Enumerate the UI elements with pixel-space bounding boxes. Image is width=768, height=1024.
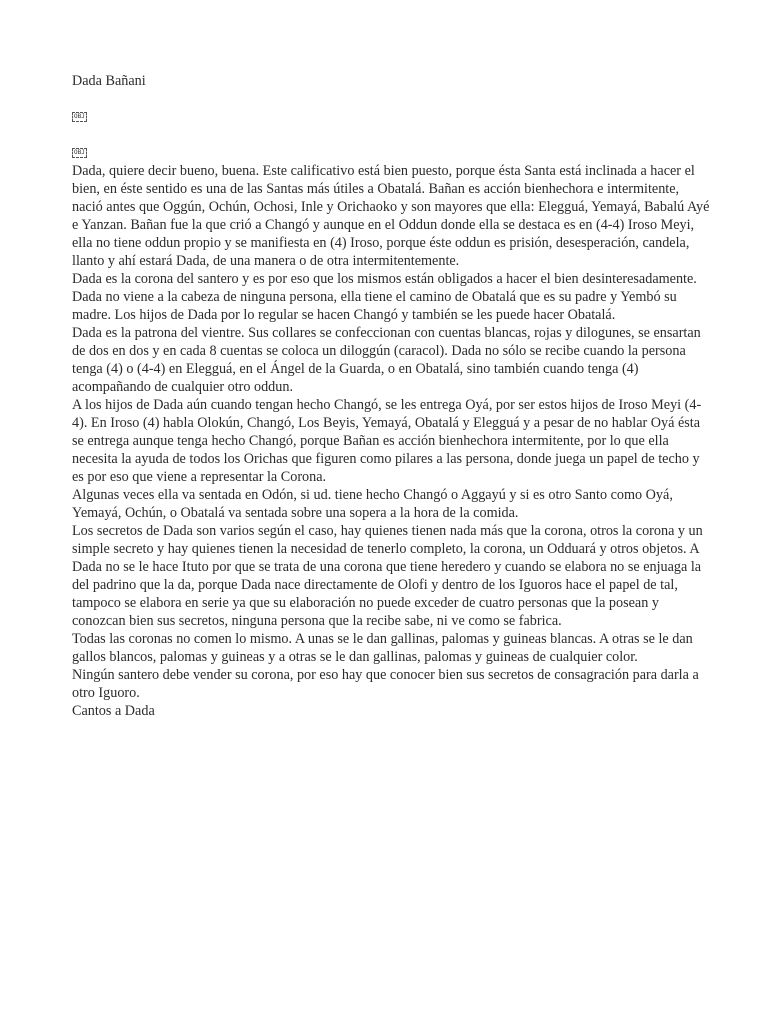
paragraph: A los hijos de Dada aún cuando tengan hecho Changó, se les entrega Oyá, por ser estos hijos de Iroso Meyi (4-4). En Iroso (4) habla Olokún, Changó, Los Beyis, Yemayá, Obatalá y Elegguá y a pesar de no hablar Oyá ésta se entrega aunque tenga hecho Changó, porque Bañan es acción bienhechora intermitente, por lo que ella necesita la ayuda de todos los Orichas que figuren como pilares a las persona, donde juega un papel de techo y es por eso que viene a representar la Corona. [72, 397, 702, 485]
paragraph: Los secretos de Dada son varios según el caso, hay quienes tienen nada más que la corona, otros la corona y un simple secreto y hay quienes tienen la necesidad de tenerlo completo, la corona, un Odduará y otros objetos. A Dada no se le hace Ituto por que se trata de una corona que tiene heredero y cuando se elabora no se enjuaga la del padrino que la da, porque Dada nace directamente de Olofi y dentro de los Iguoros hace el papel de tal, tampoco se elabora en serie ya que su elaboración no puede exceder de cuatro personas que la posean y conozcan bien sus secretos, ninguna persona que la recibe sabe, ni ve como se fabrica. [72, 523, 703, 629]
paragraph: Dada es la patrona del vientre. Sus collares se confeccionan con cuentas blancas, rojas y dilogunes, se ensartan de dos en dos y en cada 8 cuentas se coloca un diloggún (caracol). Dada no sólo se recibe cuando la persona tenga (4) o (4-4) en Elegguá, en el Ángel de la Guarda, o en Obatalá, sino también cuando tenga (4) acompañando de cualquier otro oddun. [72, 325, 701, 395]
paragraph: Algunas veces ella va sentada en Odón, si ud. tiene hecho Changó o Aggayú y si es otro Santo como Oyá, Yemayá, Ochún, o Obatalá va sentada sobre una sopera a la hora de la comida. [72, 487, 673, 521]
section-heading: Cantos a Dada [72, 703, 155, 719]
object-placeholder-icon: OBJ [74, 113, 85, 120]
object-placeholder-icon: OBJ [74, 149, 85, 156]
embedded-object-row [72, 144, 712, 162]
paragraph: Dada, quiere decir bueno, buena. Este calificativo está bien puesto, porque ésta Santa está inclinada a hacer el bien, en éste sentido es una de las Santas más útiles a Obatalá. Bañan es acción bienhechora e intermitente, nació antes que Oggún, Ochún, Ochosi, Inle y Orichaoko y son mayores que ella: Elegguá, Yemayá, Babalú Ayé e Yanzan. Bañan fue la que crió a Changó y aunque en el Oddun donde ella se destaca es en (4-4) Iroso Meyi, ella no tiene oddun propio y se manifiesta en (4) Iroso, porque éste oddun es prisión, desesperación, candela, llanto y ahí estará Dada, de una manera o de otra intermitentemente. [72, 163, 710, 269]
paragraph: Todas las coronas no comen lo mismo. A unas se le dan gallinas, palomas y guineas blancas. A otras se le dan gallos blancos, palomas y guineas y a otras se le dan gallinas, palomas y guineas de cualquier color. [72, 631, 693, 665]
document-page [72, 72, 712, 720]
document-title: Dada Bañani [72, 73, 146, 89]
paragraph: Dada es la corona del santero y es por eso que los mismos están obligados a hacer el bien desinteresadamente. Dada no viene a la cabeza de ninguna persona, ella tiene el camino de Obatalá que es su padre y Yembó su madre. Los hijos de Dada por lo regular se hacen Changó y también se les puede hacer Obatalá. [72, 271, 697, 323]
embedded-object-row [72, 108, 712, 126]
paragraph: Ningún santero debe vender su corona, por eso hay que conocer bien sus secretos de consagración para darla a otro Iguoro. [72, 667, 699, 701]
